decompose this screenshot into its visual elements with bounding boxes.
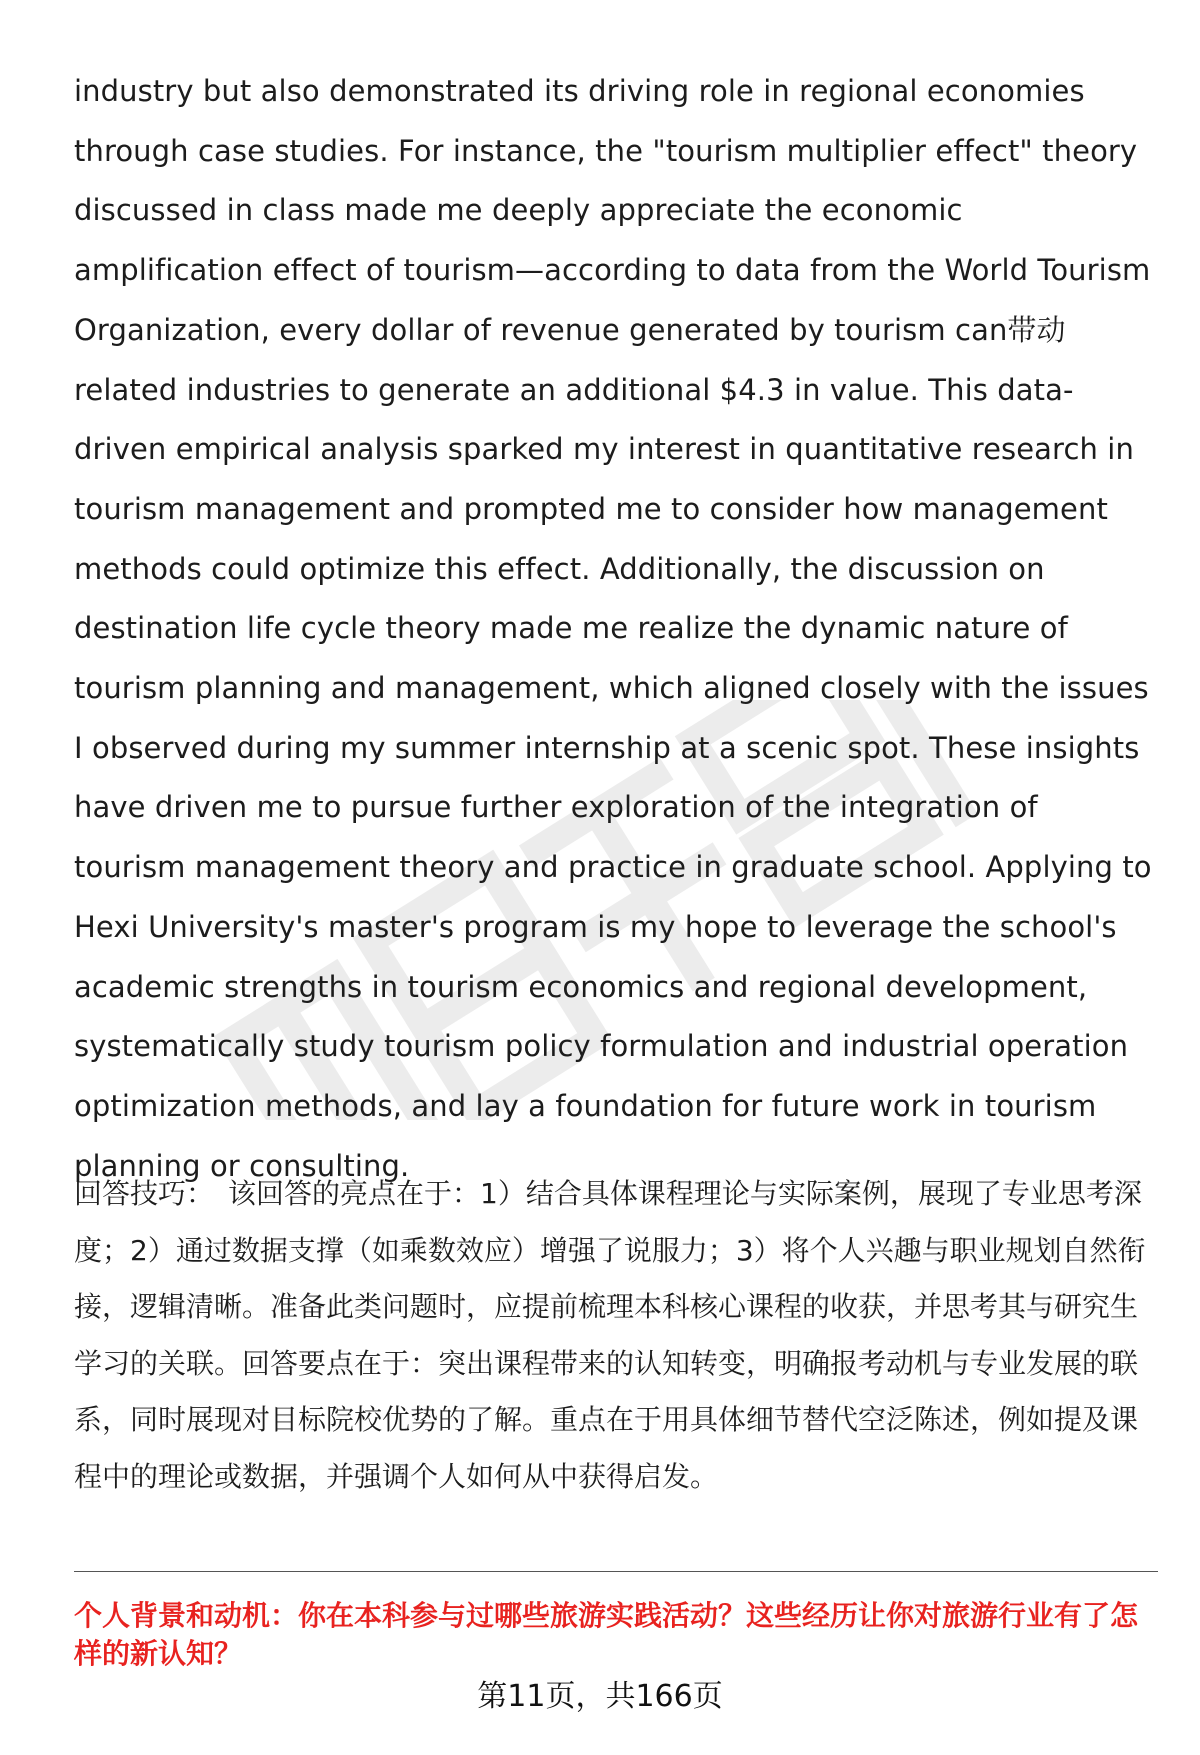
answer-paragraph: industry but also demonstrated its driving role in regional economies through case studies. For instance, the "tourism multiplier effect" theory discussed in class made me deeply appreciate the economic amplification effect of tourism—according to data from the World Tourism Organization, every dollar of revenue generated by tourism can带动 related industries to generate an additional $4.3 in value. This data-driven empirical analysis sparked my interest in quantitative research in tourism management and prompted me to consider how management methods could optimize this effect. Additionally, the discussion on destination life cycle theory made me realize the dynamic nature of tourism planning and management, which aligned closely with the issues I observed during my summer internship at a scenic spot. These insights have driven me to pursue further exploration of the integration of tourism management theory and practice in graduate school. Applying to Hexi University's master's program is my hope to leverage the school's academic strengths in tourism economics and regional development, systematically study tourism policy formulation and industrial operation optimization methods, and lay a foundation for future work in tourism planning or consulting. — [74, 74, 1152, 1183]
next-question-heading: 个人背景和动机：你在本科参与过哪些旅游实践活动？这些经历让你对旅游行业有了怎样的新认知？ — [74, 1599, 1139, 1670]
page-number: 第11页，共166页 — [477, 1679, 723, 1714]
section-divider — [74, 1571, 1158, 1572]
tips-label: 回答技巧： — [74, 1177, 215, 1210]
answer-tips — [74, 1166, 1154, 1505]
tips-text: 该回答的亮点在于：1）结合具体课程理论与实际案例，展现了专业思考深度；2）通过数据支撑（如乘数效应）增强了说服力；3）将个人兴趣与职业规划自然衔接，逻辑清晰。准备此类问题时，应提前梳理本科核心课程的收获，并思考其与研究生学习的关联。回答要点在于：突出课程带来的认知转变，明确报考动机与专业发展的联系，同时展现对目标院校优势的了解。重点在于用具体细节替代空泛陈述，例如提及课程中的理论或数据，并强调个人如何从中获得启发。 — [74, 1177, 1146, 1493]
